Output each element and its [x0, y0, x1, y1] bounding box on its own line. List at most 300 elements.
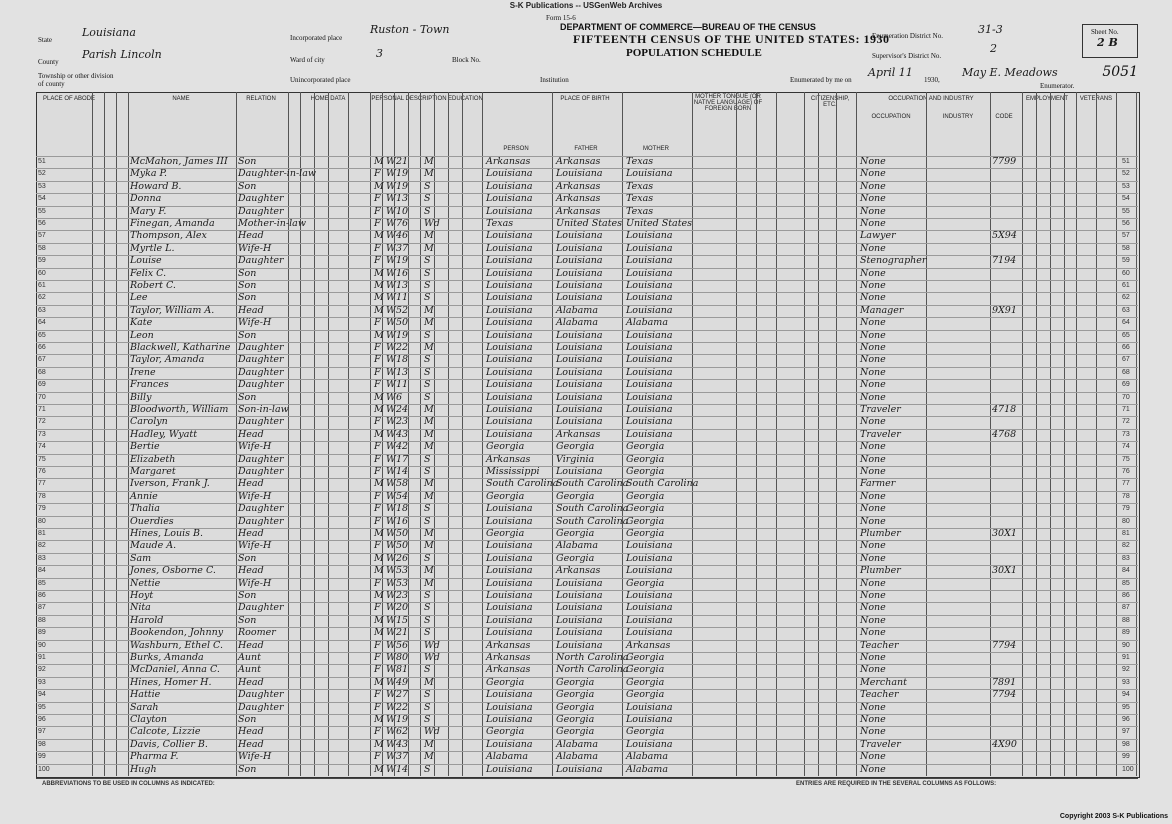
table-row: [36, 354, 1138, 367]
cell-rel: Son: [238, 714, 257, 725]
cell-race: W: [386, 342, 396, 353]
cell-age: 13: [396, 280, 409, 291]
line-number-right: 80: [1122, 517, 1130, 525]
cell-fpob: Arkansas: [556, 565, 601, 577]
cell-age: 50: [396, 528, 409, 539]
cell-occ: None: [860, 577, 886, 589]
cell-age: 53: [396, 577, 409, 589]
cell-name: Sarah: [130, 701, 159, 713]
abbrev-title: ABBREVIATIONS TO BE USED IN COLUMNS AS INDICATED:: [42, 781, 215, 787]
cell-sex: M: [374, 292, 384, 304]
line-number: 90: [38, 641, 46, 649]
cell-pob: Louisiana: [486, 391, 533, 403]
cell-age: 53: [396, 565, 409, 577]
table-row: [36, 305, 1138, 318]
cell-mpob: Louisiana: [626, 590, 673, 601]
block-label: Block No.: [452, 56, 481, 64]
line-number: 65: [38, 331, 46, 339]
table-row: [36, 627, 1138, 640]
cell-fpob: Alabama: [556, 304, 598, 316]
cell-sex: M: [374, 267, 384, 279]
cell-mpob: Louisiana: [626, 540, 673, 552]
cell-rel: Wife-H: [238, 540, 272, 552]
cell-fpob: Georgia: [556, 714, 595, 725]
cell-rel: Son: [238, 180, 257, 192]
line-number: 99: [38, 753, 46, 761]
cell-mpob: Georgia: [626, 577, 665, 589]
cell-pob: Louisiana: [486, 193, 533, 205]
cell-sex: M: [374, 280, 384, 291]
cell-pob: Arkansas: [486, 639, 531, 651]
cell-name: Taylor, Amanda: [130, 354, 205, 366]
line-number-right: 62: [1122, 294, 1130, 302]
cell-name: Thalia: [130, 503, 160, 515]
line-number-right: 96: [1122, 716, 1130, 723]
cell-pob: Louisiana: [486, 168, 533, 180]
cell-age: 54: [396, 490, 409, 502]
cell-race: W: [386, 391, 396, 403]
cell-mpob: Arkansas: [626, 639, 671, 651]
line-number: 78: [38, 492, 46, 500]
cell-ms: S: [424, 391, 431, 403]
cell-sex: F: [374, 577, 381, 589]
cell-rel: Daughter: [238, 354, 284, 366]
cell-name: Blackwell, Katharine: [130, 342, 231, 353]
colgroup-education: EDUCATION: [448, 96, 483, 102]
cell-pob: Louisiana: [486, 565, 533, 577]
cell-sex: M: [374, 590, 384, 601]
line-number-right: 56: [1122, 220, 1130, 227]
enumerator-name: May E. Meadows: [962, 66, 1058, 79]
cell-name: Bertie: [130, 441, 160, 453]
cell-mpob: Louisiana: [626, 342, 673, 353]
cell-fpob: Arkansas: [556, 428, 601, 440]
cell-ms: S: [424, 552, 431, 564]
cell-ms: S: [424, 255, 431, 267]
cell-pob: Arkansas: [486, 652, 531, 663]
cell-name: Davis, Collier B.: [130, 738, 208, 750]
cell-fpob: Louisiana: [556, 366, 603, 378]
line-number: 57: [38, 232, 46, 240]
county-label: County: [38, 58, 59, 66]
cell-occ: None: [860, 490, 886, 502]
table-row: [36, 491, 1138, 504]
cell-mpob: Louisiana: [626, 627, 673, 639]
line-number: 83: [38, 554, 46, 562]
cell-pob: Louisiana: [486, 342, 533, 353]
cell-fpob: Louisiana: [556, 267, 603, 279]
cell-age: 19: [396, 180, 409, 192]
cell-sex: M: [374, 614, 384, 626]
cell-occ: None: [860, 180, 886, 192]
line-number-right: 89: [1122, 629, 1130, 637]
line-number-right: 91: [1122, 654, 1130, 661]
cell-race: W: [386, 428, 396, 440]
cell-occ: None: [860, 453, 886, 465]
cell-fpob: Louisiana: [556, 577, 603, 589]
cell-age: 19: [396, 168, 409, 180]
cell-age: 37: [396, 242, 409, 254]
table-row: [36, 379, 1138, 392]
cell-occ: None: [860, 664, 886, 676]
cell-mpob: Georgia: [626, 490, 665, 502]
cell-ms: S: [424, 701, 431, 713]
cell-name: Myka P.: [130, 168, 168, 180]
cell-age: 6: [396, 391, 403, 403]
cell-age: 81: [396, 664, 409, 676]
cell-rel: Daughter-in-law: [238, 168, 316, 180]
cell-rel: Son: [238, 590, 257, 601]
cell-sex: F: [374, 540, 381, 552]
cell-occ: None: [860, 552, 886, 564]
line-number-right: 53: [1122, 182, 1130, 190]
table-row: [36, 764, 1138, 777]
cell-mpob: Louisiana: [626, 329, 673, 341]
cell-race: W: [386, 168, 396, 180]
table-row: [36, 168, 1138, 181]
cell-fpob: Louisiana: [556, 168, 603, 180]
line-number-right: 73: [1122, 430, 1130, 438]
cell-rel: Head: [238, 565, 264, 577]
cell-ms: M: [424, 342, 434, 353]
cell-race: W: [386, 714, 396, 725]
table-row: [36, 218, 1138, 231]
cell-occ: None: [860, 366, 886, 378]
cell-age: 50: [396, 540, 409, 552]
cell-rel: Head: [238, 528, 264, 539]
line-number: 67: [38, 356, 46, 364]
cell-name: Robert C.: [130, 280, 176, 291]
cell-rel: Head: [238, 639, 264, 651]
cell-mpob: Texas: [626, 205, 654, 217]
cell-mpob: Georgia: [626, 441, 665, 453]
cell-fpob: Arkansas: [556, 156, 601, 167]
cell-occ: None: [860, 292, 886, 304]
cell-sex: F: [374, 726, 381, 738]
cell-pob: Alabama: [486, 751, 528, 763]
table-row: [36, 181, 1138, 194]
line-number: 73: [38, 430, 46, 438]
cell-race: W: [386, 751, 396, 763]
cell-occ: None: [860, 726, 886, 738]
cell-race: W: [386, 676, 396, 688]
cell-sex: F: [374, 664, 381, 676]
line-number-right: 98: [1122, 740, 1130, 748]
cell-rel: Daughter: [238, 205, 284, 217]
table-row: [36, 540, 1138, 553]
cell-name: Clayton: [130, 714, 167, 725]
cell-mpob: Alabama: [626, 763, 668, 775]
cell-ms: Wd: [424, 639, 440, 651]
census-title: FIFTEENTH CENSUS OF THE UNITED STATES: 1930: [573, 32, 890, 46]
cell-age: 19: [396, 714, 409, 725]
cell-mpob: Georgia: [626, 689, 665, 701]
cell-ms: M: [424, 441, 434, 453]
cell-name: Bookendon, Johnny: [130, 627, 224, 639]
table-row: [36, 404, 1138, 417]
cell-pob: Mississippi: [486, 466, 540, 477]
cell-fpob: Virginia: [556, 453, 595, 465]
cell-sex: M: [374, 676, 384, 688]
cell-fpob: Georgia: [556, 689, 595, 701]
cell-rel: Daughter: [238, 701, 284, 713]
cell-mpob: Louisiana: [626, 379, 673, 391]
cell-age: 10: [396, 205, 409, 217]
line-number: 77: [38, 480, 46, 488]
cell-sex: M: [374, 391, 384, 403]
cell-sex: M: [374, 763, 384, 775]
table-row: [36, 441, 1138, 454]
cell-ms: Wd: [424, 652, 440, 663]
cell-mpob: Louisiana: [626, 242, 673, 254]
cell-sex: M: [374, 180, 384, 192]
cell-name: Frances: [130, 379, 169, 391]
cell-fpob: Louisiana: [556, 379, 603, 391]
line-number-right: 69: [1122, 381, 1130, 389]
cell-age: 43: [396, 428, 409, 440]
line-number-right: 95: [1122, 703, 1130, 711]
table-row: [36, 503, 1138, 516]
cell-race: W: [386, 540, 396, 552]
cell-name: Sam: [130, 552, 152, 564]
cell-race: W: [386, 738, 396, 750]
table-row: [36, 429, 1138, 442]
line-number-right: 57: [1122, 232, 1130, 240]
cell-sex: M: [374, 478, 384, 490]
cell-mpob: Louisiana: [626, 404, 673, 415]
ed-label: Enumeration District No.: [872, 32, 943, 40]
cell-code: 7799: [992, 156, 1017, 167]
line-number: 97: [38, 728, 46, 736]
cell-fpob: Louisiana: [556, 639, 603, 651]
cell-age: 46: [396, 230, 409, 242]
cell-sex: F: [374, 515, 381, 527]
line-number: 74: [38, 443, 46, 451]
line-number-right: 88: [1122, 616, 1130, 624]
cell-pob: Arkansas: [486, 453, 531, 465]
cell-race: W: [386, 230, 396, 242]
cell-ms: M: [424, 304, 434, 316]
cell-fpob: Georgia: [556, 726, 595, 738]
table-row: [36, 751, 1138, 764]
cell-ms: M: [424, 317, 434, 329]
cell-pob: Louisiana: [486, 689, 533, 701]
cell-ms: S: [424, 503, 431, 515]
cell-ms: S: [424, 689, 431, 701]
cell-occ: Traveler: [860, 404, 901, 415]
cell-mpob: Georgia: [626, 726, 665, 738]
cell-race: W: [386, 503, 396, 515]
cell-sex: M: [374, 230, 384, 242]
cell-fpob: Louisiana: [556, 292, 603, 304]
cell-sex: F: [374, 689, 381, 701]
cell-pob: Louisiana: [486, 379, 533, 391]
line-number-right: 84: [1122, 567, 1130, 575]
cell-fpob: Georgia: [556, 441, 595, 453]
table-row: [36, 553, 1138, 566]
line-number-right: 51: [1122, 158, 1130, 165]
cell-sex: F: [374, 503, 381, 515]
cell-mpob: Georgia: [626, 466, 665, 477]
cell-race: W: [386, 614, 396, 626]
cell-mpob: Texas: [626, 193, 654, 205]
table-row: [36, 255, 1138, 268]
cell-occ: None: [860, 503, 886, 515]
cell-pob: Louisiana: [486, 317, 533, 329]
cell-race: W: [386, 590, 396, 601]
cell-sex: M: [374, 738, 384, 750]
line-number: 64: [38, 319, 46, 327]
unincorporated-label: Unincorporated place: [290, 76, 351, 84]
line-number-right: 81: [1122, 530, 1130, 537]
cell-name: Bloodworth, William: [130, 404, 229, 415]
cell-code: 7794: [992, 639, 1017, 651]
cell-ms: M: [424, 577, 434, 589]
line-number: 82: [38, 542, 46, 550]
cell-ms: M: [424, 478, 434, 490]
cell-rel: Son: [238, 614, 257, 626]
cell-pob: Louisiana: [486, 404, 533, 415]
line-number: 71: [38, 406, 46, 413]
cell-name: Myrtle L.: [130, 242, 175, 254]
line-number: 96: [38, 716, 46, 723]
cell-pob: Louisiana: [486, 714, 533, 725]
cell-pob: Louisiana: [486, 292, 533, 304]
colgroup-home: HOME DATA: [310, 96, 346, 102]
cell-sex: M: [374, 565, 384, 577]
cell-ms: S: [424, 379, 431, 391]
cell-pob: Georgia: [486, 726, 525, 738]
table-row: [36, 392, 1138, 405]
cell-age: 15: [396, 614, 409, 626]
cell-ms: S: [424, 205, 431, 217]
entries-title: ENTRIES ARE REQUIRED IN THE SEVERAL COLUMNS AS FOLLOWS:: [796, 781, 997, 787]
cell-fpob: Alabama: [556, 540, 598, 552]
cell-rel: Head: [238, 676, 264, 688]
table-row: [36, 156, 1138, 169]
cell-sex: F: [374, 354, 381, 366]
cell-ms: M: [424, 738, 434, 750]
cell-occ: Merchant: [860, 676, 907, 688]
cell-mpob: Louisiana: [626, 552, 673, 564]
cell-fpob: Louisiana: [556, 614, 603, 626]
cell-sex: F: [374, 602, 381, 614]
line-number: 95: [38, 703, 46, 711]
line-number-right: 85: [1122, 579, 1130, 587]
cell-sex: F: [374, 453, 381, 465]
cell-occ: None: [860, 391, 886, 403]
cell-name: Mary F.: [130, 205, 167, 217]
cell-name: Hattie: [130, 689, 161, 701]
department-title: DEPARTMENT OF COMMERCE—BUREAU OF THE CENSUS: [560, 22, 816, 32]
cell-pob: Louisiana: [486, 515, 533, 527]
line-number: 58: [38, 244, 46, 252]
cell-race: W: [386, 726, 396, 738]
cell-mpob: Louisiana: [626, 614, 673, 626]
line-number: 69: [38, 381, 46, 389]
cell-sex: M: [374, 404, 384, 415]
cell-pob: Louisiana: [486, 540, 533, 552]
cell-occ: None: [860, 267, 886, 279]
cell-age: 19: [396, 329, 409, 341]
cell-sex: F: [374, 193, 381, 205]
publisher-bar: S-K Publications -- USGenWeb Archives: [509, 1, 663, 10]
cell-pob: Louisiana: [486, 242, 533, 254]
cell-fpob: Alabama: [556, 317, 598, 329]
cell-name: Irene: [130, 366, 156, 378]
line-number-right: 63: [1122, 306, 1130, 314]
table-row: [36, 689, 1138, 702]
cell-mpob: United States: [626, 218, 693, 229]
cell-rel: Mother-in-law: [238, 218, 306, 229]
cell-race: W: [386, 354, 396, 366]
line-number: 66: [38, 344, 46, 351]
cell-ms: M: [424, 528, 434, 539]
cell-occ: None: [860, 242, 886, 254]
sheet-number-box: [1082, 24, 1138, 58]
cell-mpob: Georgia: [626, 453, 665, 465]
cell-occ: None: [860, 379, 886, 391]
cell-rel: Aunt: [238, 664, 261, 676]
cell-rel: Wife-H: [238, 490, 272, 502]
colhead-occupation: OCCUPATION: [871, 114, 911, 120]
line-number-right: 77: [1122, 480, 1130, 488]
state-value: Louisiana: [82, 26, 136, 39]
colhead-person: PERSON: [503, 146, 529, 152]
state-label: State: [38, 36, 52, 44]
cell-pob: Louisiana: [486, 577, 533, 589]
line-number: 72: [38, 418, 46, 426]
line-number: 59: [38, 257, 46, 265]
line-number-right: 75: [1122, 455, 1130, 463]
cell-mpob: Louisiana: [626, 738, 673, 750]
cell-age: 26: [396, 552, 409, 564]
cell-name: Maude A.: [130, 540, 177, 552]
cell-sex: F: [374, 466, 381, 477]
cell-pob: Georgia: [486, 441, 525, 453]
township-label: Township or other division of county: [38, 72, 114, 88]
cell-mpob: Louisiana: [626, 714, 673, 725]
cell-age: 11: [396, 292, 409, 304]
cell-race: W: [386, 441, 396, 453]
cell-rel: Son: [238, 763, 257, 775]
line-number-right: 65: [1122, 331, 1130, 339]
cell-ms: S: [424, 354, 431, 366]
cell-code: 4718: [992, 404, 1017, 415]
line-number: 76: [38, 468, 46, 475]
cell-pob: Arkansas: [486, 664, 531, 676]
cell-pob: Louisiana: [486, 180, 533, 192]
cell-name: Taylor, William A.: [130, 304, 215, 316]
line-number: 92: [38, 666, 46, 674]
cell-sex: F: [374, 751, 381, 763]
cell-race: W: [386, 528, 396, 539]
cell-sex: F: [374, 366, 381, 378]
cell-age: 62: [396, 726, 409, 738]
cell-fpob: Georgia: [556, 528, 595, 539]
line-number: 75: [38, 455, 46, 463]
line-number: 52: [38, 170, 46, 178]
cell-fpob: United States: [556, 218, 623, 229]
cell-name: Carolyn: [130, 416, 168, 428]
enumerated-date: April 11: [868, 66, 913, 79]
cell-name: Nita: [130, 602, 151, 614]
cell-fpob: Alabama: [556, 751, 598, 763]
cell-occ: Plumber: [860, 528, 901, 539]
enumerator-label: Enumerator.: [1040, 82, 1075, 90]
table-row: [36, 714, 1138, 727]
cell-age: 52: [396, 304, 409, 316]
